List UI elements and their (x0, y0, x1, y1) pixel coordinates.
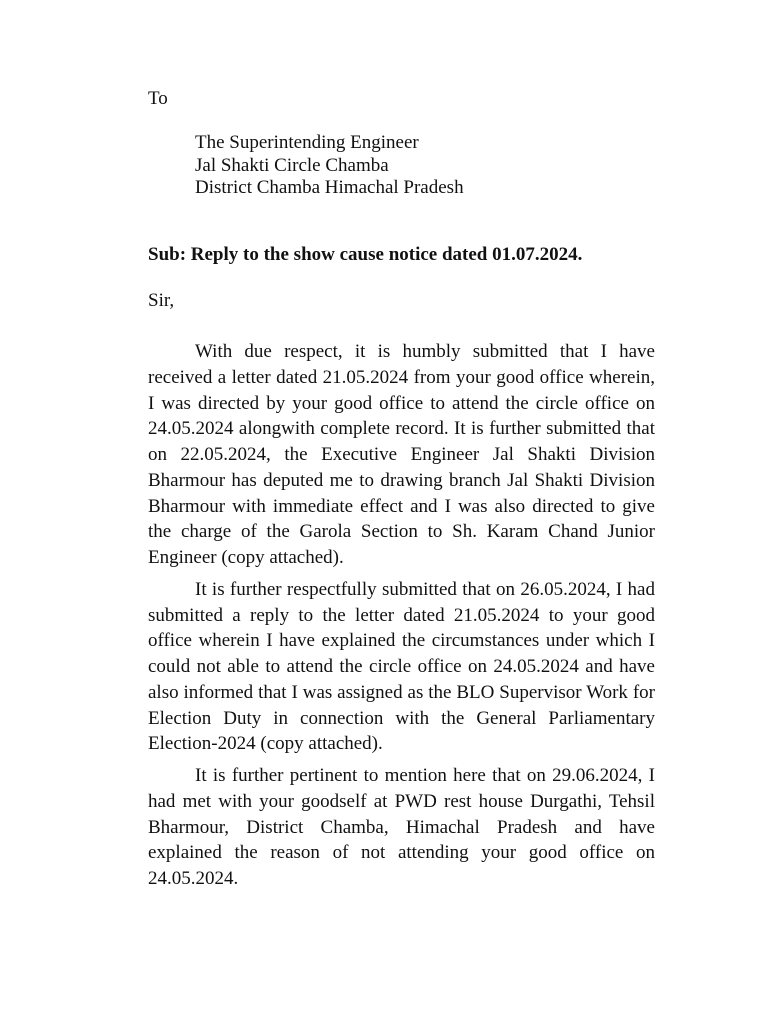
body-paragraph-1: With due respect, it is humbly submitted that I have received a letter dated 21.05.2024 from your good office wherein, I was directed by your good office to attend the circle office on 24.05.2024 alongwith complete record. It is further submitted that on 22.05.2024, the Executive Engineer Jal Shakti Division Bharmour has deputed me to drawing branch Jal Shakti Division Bharmour with immediate effect and I was also directed to give the charge of the Garola Section to Sh. Karam Chand Junior Engineer (copy attached). (148, 341, 655, 568)
addressee-block (195, 132, 464, 200)
addressee-line-circle: Jal Shakti Circle Chamba (195, 154, 389, 176)
letter-body (148, 339, 655, 892)
addressee-line-designation: The Superintending Engineer (195, 132, 419, 153)
to-line: To (148, 88, 168, 109)
subject-line: Sub: Reply to the show cause notice dated 01.07.2024. (148, 244, 583, 265)
body-paragraph-3: It is further pertinent to mention here that on 29.06.2024, I had met with your goodself at PWD rest house Durgathi, Tehsil Bharmour, District Chamba, Himachal Pradesh and have explained the reason of not attending your good office on 24.05.2024. (148, 765, 655, 889)
body-paragraph-2: It is further respectfully submitted that on 26.05.2024, I had submitted a reply to the letter dated 21.05.2024 to your good office wherein I have explained the circumstances under which I could not able to attend the circle office on 24.05.2024 and have also informed that I was assigned as the BLO Supervisor Work for Election Duty in connection with the General Parliamentary Election-2024 (copy attached). (148, 578, 655, 755)
addressee-line-district: District Chamba Himachal Pradesh (195, 177, 464, 198)
salutation: Sir, (148, 290, 175, 311)
